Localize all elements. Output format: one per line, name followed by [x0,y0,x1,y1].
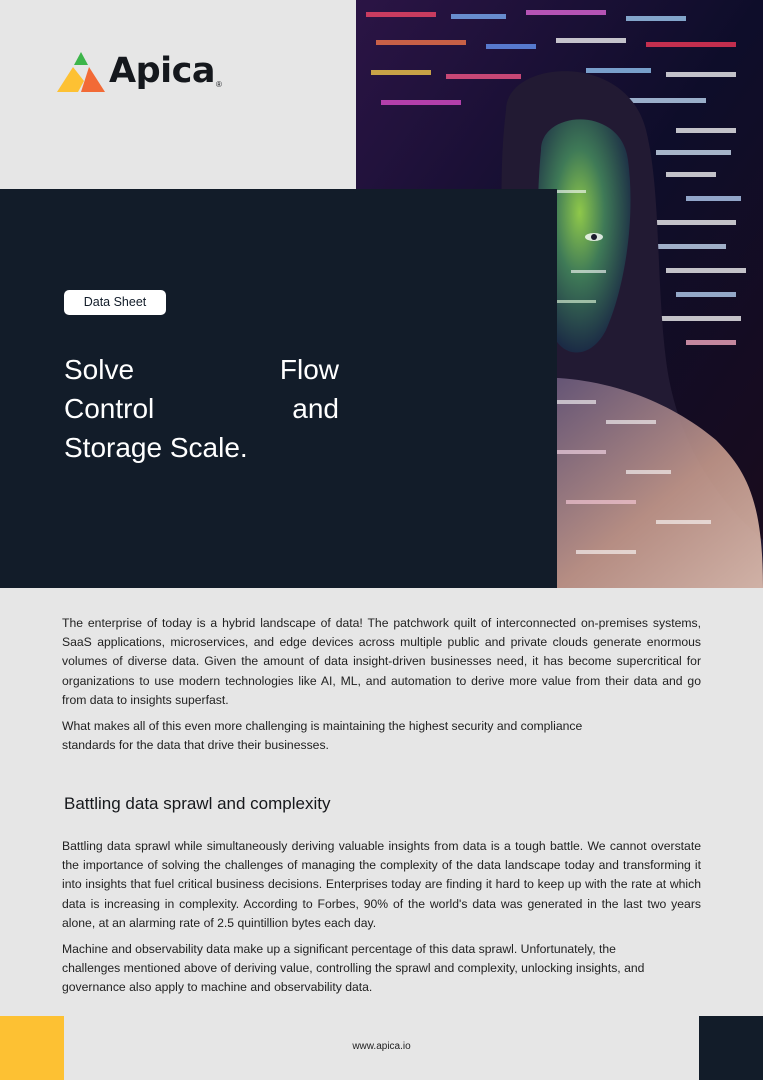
apica-logo-mark-icon [57,50,105,92]
title-line-2: Control and [64,393,339,424]
section-heading: Battling data sprawl and complexity [64,794,331,813]
logo-wordmark: Apica [109,50,216,91]
section-paragraph-1: Battling data sprawl while simultaneously deriving valuable insights from data is a tough battle. We cannot overstate the importance of solving the challenges of managing the complexity of the data landscape today and transforming it into insights that fuel critical business decisions. Enterprises today are finding it hard to keep up with the rate at which data is increasing in complexity. According to Forbes, 90% of the world's data was generated in the last two years alone, at an alarming rate of 2.5 quintillion bytes each day. [62,839,701,930]
registered-mark: ® [216,79,222,89]
intro-paragraph-1: The enterprise of today is a hybrid landscape of data! The patchwork quilt of interconnected on-premises systems, SaaS applications, microservices, and edge devices across multiple public and private clouds generate enormous volumes of diverse data. Given the amount of data insight-driven businesses need, it has become supercritical for organizations to use modern technologies like AI, ML, and automation to derive more value from their data and go from data to insights superfast. [62,616,701,707]
apica-logo [57,50,222,92]
section-paragraph-2: Machine and observability data make up a significant percentage of this data sprawl. Unfortunately, the challenges mentioned above of deriving value, controlling the sprawl and complexity, unlocking insights, and governance also apply to machine and observability data. [62,942,645,995]
title-line-3: Storage Scale. [64,432,248,463]
page-title [64,350,339,467]
title-line-1: Solve Flow [64,354,339,385]
document-type-badge: Data Sheet [64,290,166,315]
footer-website-link[interactable]: www.apica.io [352,1041,411,1052]
intro-paragraph-2: What makes all of this even more challenging is maintaining the highest security and compliance standards for the data that drive their businesses. [62,719,583,753]
